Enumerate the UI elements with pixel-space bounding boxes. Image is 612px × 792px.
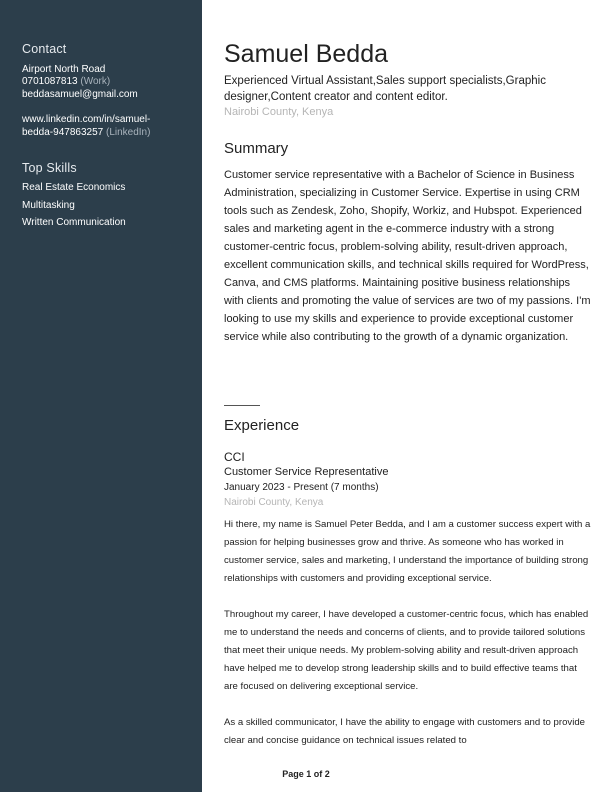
skills-heading: Top Skills <box>22 161 77 175</box>
profile-headline: Experienced Virtual Assistant,Sales support specialists,Graphic designer,Content creator and content editor. <box>224 75 546 103</box>
job-location: Nairobi County, Kenya <box>224 497 324 508</box>
job-role: Customer Service Representative <box>224 466 389 478</box>
section-divider <box>224 405 260 406</box>
skill-item: Real Estate Economics <box>22 182 126 193</box>
contact-linkedin-url-cont[interactable]: bedda-947863257 <box>22 127 104 138</box>
summary-title: Summary <box>224 140 289 157</box>
summary-text: Customer service representative with a Bachelor of Science in Business Administration, specializing in Customer Service. Expertise in using CRM tools such as Zendesk, Zoho, Shopify, Workiz, and Hubspot. Experienced sales and marketing agent in the e-commerce industry with a strong customer-centric focus, problem-solving ability, result-driven approach, excellent communication skills, and technical skills required for WordPress, Canva, and CMS platforms. Maintaining positive business relationships with clients and promoting the value of services are two of my passions. I'm looking to use my skills and experience to provide exceptional customer service while also contributing to the growth of a dynamic organization. <box>224 169 591 344</box>
contact-linkedin-line <box>22 127 150 139</box>
job-dates: January 2023 - Present (7 months) <box>224 482 379 493</box>
job-paragraph: Throughout my career, I have developed a customer-centric focus, which has enabled me to understand the needs and concerns of clients, and to provide tailored solutions that meet their unique needs. My problem-solving ability and result-driven approach have helped me to develop strong leadership skills and to build effective teams that are focused on delivering exceptional service. <box>224 609 589 692</box>
job-company: CCI <box>224 450 245 464</box>
page-number: Page 1 of 2 <box>282 769 330 779</box>
contact-phone-type: (Work) <box>80 76 111 87</box>
job-description <box>224 516 592 768</box>
profile-location: Nairobi County, Kenya <box>224 106 334 118</box>
skill-item: Multitasking <box>22 200 75 211</box>
contact-address: Airport North Road <box>22 64 106 75</box>
contact-phone: 0701087813 <box>22 76 78 87</box>
contact-linkedin-type: (LinkedIn) <box>105 127 151 138</box>
profile-name: Samuel Bedda <box>224 40 389 68</box>
contact-linkedin-url[interactable]: www.linkedin.com/in/samuel- <box>22 114 151 125</box>
experience-title: Experience <box>224 417 300 434</box>
job-paragraph: As a skilled communicator, I have the ability to engage with customers and to provide clear and concise guidance on technical issues related to <box>224 717 586 746</box>
contact-heading: Contact <box>22 42 67 56</box>
sidebar <box>0 0 202 792</box>
job-paragraph: Hi there, my name is Samuel Peter Bedda, and I am a customer success expert with a passion for helping businesses grow and thrive. As someone who has worked in customer service, sales and marketing, I understand the importance of building strong relationships with customers and providing exceptional service. <box>224 519 591 584</box>
contact-phone-line <box>22 76 110 88</box>
contact-email[interactable]: beddasamuel@gmail.com <box>22 89 138 100</box>
skill-item: Written Communication <box>22 217 126 228</box>
main-content <box>224 0 596 792</box>
